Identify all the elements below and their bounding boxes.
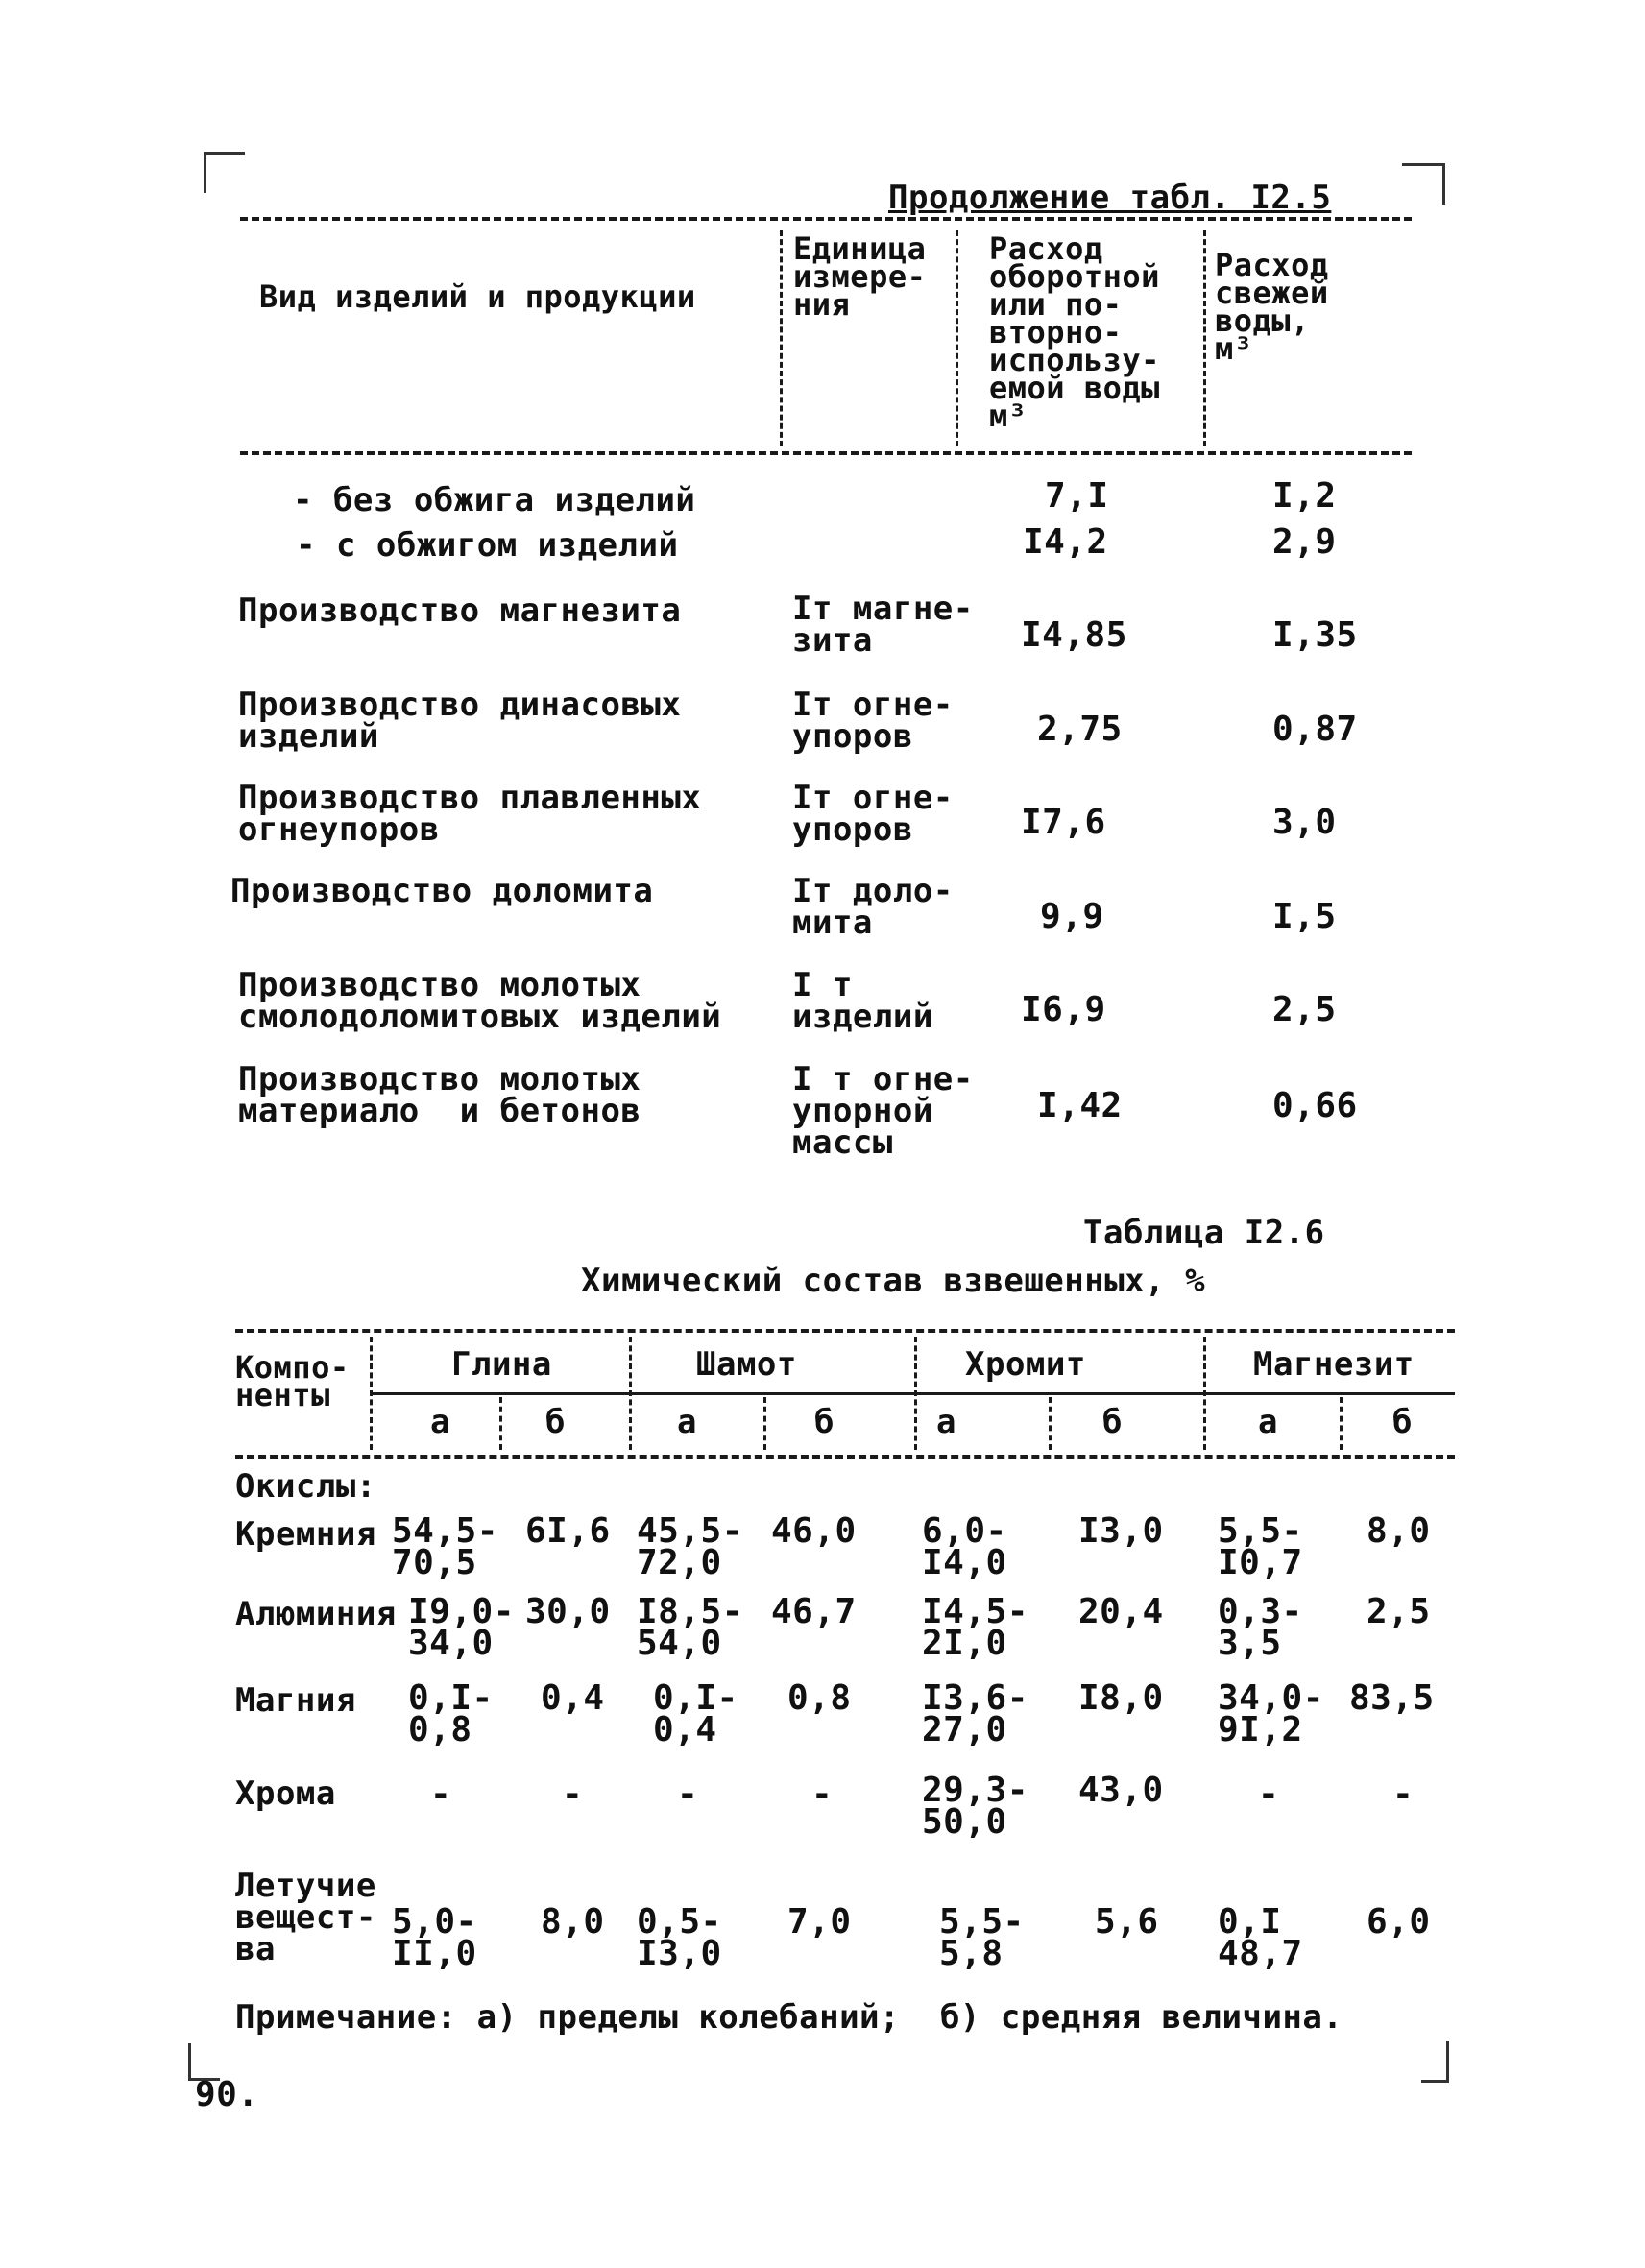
header-divider-2 (956, 230, 958, 446)
value-fireclay-b: - (811, 1774, 834, 1814)
subheader-rule (370, 1392, 1455, 1395)
sub-clay-b: б (545, 1403, 566, 1441)
row-fresh-value: 0,66 (1272, 1086, 1358, 1125)
row-fresh-value: 2,5 (1272, 990, 1337, 1029)
section-oxides: Окислы: (235, 1467, 376, 1506)
component-name: Летучие вещест- ва (235, 1867, 376, 1968)
row-unit: Iт огне- упоров (792, 686, 954, 756)
sub-clay-a: а (430, 1403, 450, 1441)
value-clay-b: - (562, 1774, 584, 1814)
table-title: Химический состав взвешенных, % (581, 1262, 1206, 1300)
row-product-name: Производство молотых смолодоломитовых изделий (238, 966, 722, 1036)
sub-fireclay-a: а (677, 1403, 697, 1441)
row-fresh-value: 2,9 (1272, 522, 1337, 562)
table-label: Таблица I2.6 (1083, 1214, 1325, 1252)
header-recycled-water: Расход оборотной или по- вторно- использу- емой воды м³ (989, 230, 1160, 434)
value-fireclay-a: 0,I- 0,4 (653, 1678, 738, 1749)
row-unit: Iт огне- упоров (792, 779, 954, 849)
row-recycled-value: I,42 (1037, 1086, 1123, 1125)
component-name: Магния (235, 1681, 356, 1720)
row-recycled-value: 9,9 (1040, 897, 1104, 936)
row-product-name: - с обжигом изделий (296, 526, 679, 565)
sub-chromite-b: б (1102, 1403, 1123, 1441)
value-magnesite-a: 0,I 48,7 (1218, 1902, 1303, 1973)
row-product-name: - без обжига изделий (293, 481, 696, 519)
group-fireclay: Шамот (696, 1345, 797, 1384)
group-magnesite: Магнезит (1253, 1345, 1415, 1384)
value-chromite-b: I8,0 (1078, 1678, 1164, 1718)
header-bottom-rule (235, 1455, 1455, 1459)
header-divider-1 (780, 230, 783, 446)
row-recycled-value: I6,9 (1021, 990, 1106, 1029)
row-unit: I т огне- упорной массы (792, 1060, 974, 1162)
row-product-name: Производство динасовых изделий (238, 686, 682, 756)
row-recycled-value: 2,75 (1037, 710, 1123, 749)
value-chromite-b: 20,4 (1078, 1592, 1164, 1631)
value-chromite-a: I4,5- 2I,0 (922, 1592, 1028, 1663)
row-product-name: Производство плавленных огнеупоров (238, 779, 702, 849)
header-bottom-rule (240, 451, 1412, 455)
value-magnesite-b: - (1392, 1774, 1415, 1814)
corner-mark-top-right (1402, 163, 1445, 205)
value-clay-a: I9,0- 34,0 (408, 1592, 515, 1663)
component-name: Кремния (235, 1515, 376, 1554)
continuation-title: Продолжение табл. I2.5 (888, 179, 1332, 217)
header-unit: Единица измере- ния (793, 230, 927, 323)
value-fireclay-a: 45,5- 72,0 (637, 1511, 743, 1582)
value-chromite-a: I3,6- 27,0 (922, 1678, 1028, 1749)
row-fresh-value: I,2 (1272, 476, 1337, 516)
row-unit: Iт магне- зита (792, 590, 974, 660)
row-unit: Iт доло- мита (792, 872, 954, 942)
row-product-name: Производство доломита (230, 872, 654, 910)
row-fresh-value: 0,87 (1272, 710, 1358, 749)
subheader-divider-fireclay (763, 1397, 766, 1450)
row-product-name: Производство магнезита (238, 591, 682, 630)
subheader-divider-clay (499, 1397, 502, 1450)
value-fireclay-b: 7,0 (787, 1902, 852, 1942)
value-chromite-b: 43,0 (1078, 1771, 1164, 1810)
row-recycled-value: 7,I (1045, 476, 1109, 516)
value-magnesite-a: 5,5- I0,7 (1218, 1511, 1303, 1582)
value-clay-b: 30,0 (525, 1592, 611, 1631)
header-product-type: Вид изделий и продукции (259, 278, 696, 315)
value-chromite-b: 5,6 (1095, 1902, 1159, 1942)
row-unit: I т изделий (792, 966, 933, 1036)
value-fireclay-b: 46,0 (771, 1511, 857, 1551)
value-fireclay-a: I8,5- 54,0 (637, 1592, 743, 1663)
row-product-name: Производство молотых материало и бетонов (238, 1060, 641, 1130)
value-clay-b: 6I,6 (525, 1511, 611, 1551)
value-fireclay-a: - (677, 1774, 699, 1814)
subheader-divider-chromite (1049, 1397, 1052, 1450)
corner-mark-bottom-right (1421, 2041, 1449, 2083)
value-clay-a: - (430, 1774, 452, 1814)
value-fireclay-b: 0,8 (787, 1678, 852, 1718)
row-recycled-value: I4,85 (1021, 615, 1127, 655)
value-clay-b: 8,0 (541, 1902, 605, 1942)
value-clay-a: 54,5- 70,5 (392, 1511, 498, 1582)
value-magnesite-a: 0,3- 3,5 (1218, 1592, 1303, 1663)
value-chromite-b: I3,0 (1078, 1511, 1164, 1551)
value-magnesite-b: 8,0 (1367, 1511, 1431, 1551)
subheader-divider-magnesite (1340, 1397, 1343, 1450)
sub-chromite-a: а (936, 1403, 956, 1441)
value-magnesite-b: 6,0 (1367, 1902, 1431, 1942)
page-number: 90. (195, 2075, 259, 2114)
table-top-rule (240, 217, 1412, 221)
value-magnesite-a: - (1258, 1774, 1280, 1814)
value-fireclay-b: 46,7 (771, 1592, 857, 1631)
corner-mark-top-left (204, 152, 245, 193)
value-magnesite-b: 2,5 (1367, 1592, 1431, 1631)
group-chromite: Хромит (965, 1345, 1086, 1384)
table-top-rule (235, 1329, 1455, 1333)
row-recycled-value: I7,6 (1021, 803, 1106, 842)
value-chromite-a: 6,0- I4,0 (922, 1511, 1007, 1582)
component-name: Алюминия (235, 1595, 397, 1633)
value-fireclay-a: 0,5- I3,0 (637, 1902, 722, 1973)
header-components: Компо- ненты (235, 1349, 350, 1413)
row-recycled-value: I4,2 (1023, 522, 1108, 562)
row-fresh-value: 3,0 (1272, 803, 1337, 842)
sub-fireclay-b: б (814, 1403, 835, 1441)
value-magnesite-a: 34,0- 9I,2 (1218, 1678, 1324, 1749)
sub-magnesite-b: б (1392, 1403, 1413, 1441)
table-note: Примечание: а) пределы колебаний; б) средняя величина. (235, 1998, 1343, 2037)
value-chromite-a: 5,5- 5,8 (939, 1902, 1025, 1973)
value-chromite-a: 29,3- 50,0 (922, 1771, 1028, 1842)
header-fresh-water: Расход свежей воды, м³ (1215, 247, 1329, 367)
value-clay-a: 0,I- 0,8 (408, 1678, 494, 1749)
value-clay-a: 5,0- II,0 (392, 1902, 477, 1973)
sub-magnesite-a: а (1258, 1403, 1278, 1441)
header-divider-3 (1203, 230, 1206, 446)
value-magnesite-b: 83,5 (1349, 1678, 1435, 1718)
row-fresh-value: I,35 (1272, 615, 1358, 655)
value-clay-b: 0,4 (541, 1678, 605, 1718)
group-clay: Глина (451, 1345, 552, 1384)
row-fresh-value: I,5 (1272, 897, 1337, 936)
component-name: Хрома (235, 1774, 336, 1813)
